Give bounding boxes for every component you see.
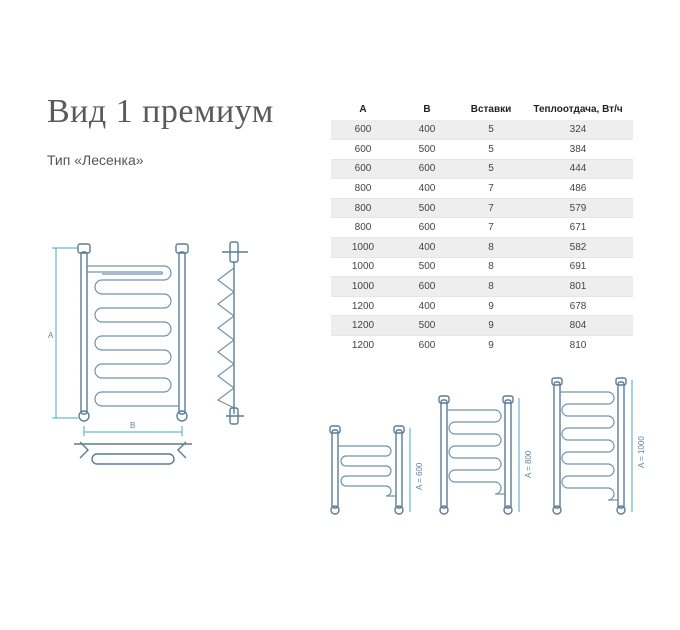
cell-a: 800 — [331, 198, 395, 218]
dimension-label-a: A — [48, 331, 54, 340]
cell-inserts: 9 — [459, 316, 523, 336]
cell-a: 1000 — [331, 257, 395, 277]
table-row — [331, 218, 633, 238]
cell-inserts: 5 — [459, 140, 523, 160]
page-subtitle: Тип «Лесенка» — [47, 152, 144, 168]
cell-heat-output: 486 — [523, 179, 633, 199]
cell-heat-output: 579 — [523, 198, 633, 218]
cell-inserts: 7 — [459, 198, 523, 218]
table-body — [331, 120, 633, 355]
cell-a: 600 — [331, 140, 395, 160]
cell-a: 600 — [331, 120, 395, 140]
variant-label-1000: A = 1000 — [637, 436, 646, 468]
cell-heat-output: 691 — [523, 257, 633, 277]
cell-a: 1200 — [331, 296, 395, 316]
cell-heat-output: 801 — [523, 277, 633, 297]
cell-inserts: 7 — [459, 218, 523, 238]
cell-heat-output: 671 — [523, 218, 633, 238]
cell-a: 1200 — [351, 340, 375, 352]
column-header-heat-output: Теплоотдача, Вт/ч — [533, 103, 623, 115]
column-header-inserts: Вставки — [470, 103, 512, 115]
cell-b: 600 — [395, 159, 459, 179]
table-row — [331, 179, 633, 199]
table-row — [331, 198, 633, 218]
cell-inserts: 5 — [459, 120, 523, 140]
column-header-b: B — [423, 103, 431, 115]
table-row — [331, 120, 633, 140]
cell-b: 500 — [395, 316, 459, 336]
cell-heat-output: 324 — [523, 120, 633, 140]
cell-heat-output: 444 — [523, 159, 633, 179]
cell-b: 400 — [395, 238, 459, 258]
cell-heat-output: 810 — [569, 340, 587, 352]
cell-a: 1000 — [331, 238, 395, 258]
table-row — [331, 140, 633, 160]
table-row — [331, 159, 633, 179]
cell-b: 400 — [395, 120, 459, 140]
variant-drawing-800 — [433, 394, 533, 524]
variant-label-800: A = 800 — [524, 450, 533, 478]
cell-b: 400 — [395, 296, 459, 316]
table-row — [331, 336, 633, 356]
cell-b: 600 — [418, 340, 436, 352]
page-title: Вид 1 премиум — [47, 93, 274, 130]
cell-a: 600 — [331, 159, 395, 179]
cell-inserts: 5 — [459, 159, 523, 179]
cell-b: 600 — [395, 277, 459, 297]
table-row — [331, 316, 633, 336]
variant-drawing-600 — [324, 424, 424, 524]
main-front-drawing — [44, 238, 234, 468]
dimension-label-b: B — [130, 421, 136, 430]
cell-a: 800 — [331, 218, 395, 238]
cell-heat-output: 582 — [523, 238, 633, 258]
cell-a: 800 — [331, 179, 395, 199]
cell-inserts: 8 — [459, 277, 523, 297]
cell-b: 500 — [395, 257, 459, 277]
cell-b: 600 — [395, 218, 459, 238]
variant-drawing-1000 — [546, 376, 646, 524]
table-row — [331, 277, 633, 297]
table-row — [331, 257, 633, 277]
cell-heat-output: 384 — [523, 140, 633, 160]
side-view-drawing — [212, 238, 252, 428]
table-header-row — [331, 98, 633, 120]
cell-inserts: 9 — [459, 296, 523, 316]
table-row — [331, 296, 633, 316]
cell-a: 1000 — [331, 277, 395, 297]
cell-inserts: 8 — [459, 257, 523, 277]
cell-inserts: 7 — [459, 179, 523, 199]
table-row — [331, 238, 633, 258]
cell-inserts: 8 — [459, 238, 523, 258]
cell-b: 500 — [395, 198, 459, 218]
cell-heat-output: 678 — [523, 296, 633, 316]
cell-a: 1200 — [331, 316, 395, 336]
cell-heat-output: 804 — [523, 316, 633, 336]
column-header-a: A — [359, 103, 367, 115]
cell-b: 400 — [395, 179, 459, 199]
cell-b: 500 — [395, 140, 459, 160]
cell-inserts: 9 — [488, 340, 494, 352]
variant-label-600: A = 600 — [415, 462, 424, 490]
spec-table — [331, 98, 633, 355]
